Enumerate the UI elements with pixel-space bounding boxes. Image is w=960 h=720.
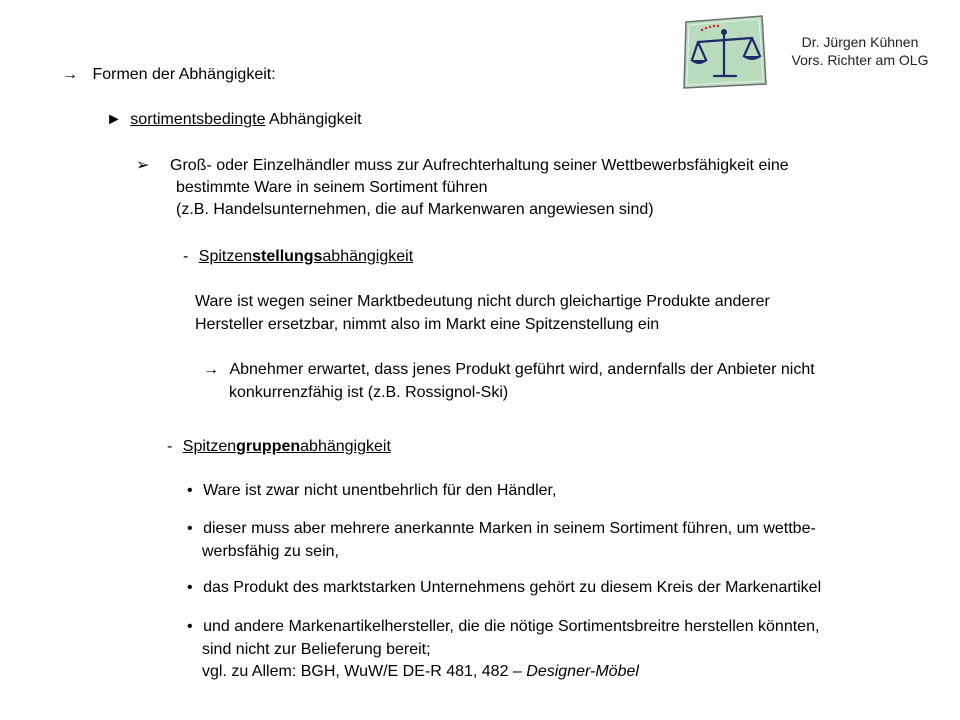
arrowhead-bullet-icon: ➢ bbox=[136, 157, 150, 174]
point-line-3: (z.B. Handelsunternehmen, die auf Markenwaren angewiesen sind) bbox=[176, 201, 654, 218]
author-name: Dr. Jürgen Kühnen bbox=[801, 34, 919, 50]
heading-text: Formen der Abhängigkeit: bbox=[92, 66, 276, 83]
arrow-icon: → bbox=[203, 361, 219, 378]
spitzenstellung-desc-1: Ware ist wegen seiner Marktbedeutung nicht durch gleichartige Produkte anderer bbox=[195, 293, 770, 310]
bullet-icon: • bbox=[187, 482, 193, 499]
heading-arrow-icon: → bbox=[62, 66, 78, 83]
list-item-4-cont: sind nicht zur Belieferung bereit; bbox=[202, 641, 431, 658]
dash-marker: - bbox=[167, 438, 173, 455]
bullet-icon: • bbox=[187, 520, 193, 537]
spitzenstellung-desc-2: Hersteller ersetzbar, nimmt also im Markt eine Spitzenstellung ein bbox=[195, 316, 660, 333]
term-pre: Spitzen bbox=[198, 248, 253, 265]
reference-text: vgl. zu Allem: BGH, WuW/E DE-R 481, 482 – bbox=[202, 663, 527, 680]
point-line-2: bestimmte Ware in seinem Sortiment führen bbox=[176, 179, 488, 196]
spitzenstellung-conseq-1: → Abnehmer erwartet, dass jenes Produkt geführt wird, andernfalls der Anbieter nicht bbox=[203, 361, 815, 378]
list-item-4: • und andere Markenartikelhersteller, die die nötige Sortimentsbreitre herstellen könnten, bbox=[187, 618, 820, 635]
term-post: abhängigkeit bbox=[300, 438, 391, 455]
scales-of-justice-icon bbox=[676, 10, 772, 94]
reference-case: Designer-Möbel bbox=[526, 663, 639, 680]
author-block bbox=[770, 33, 950, 69]
logo bbox=[676, 10, 772, 94]
author-title: Vors. Richter am OLG bbox=[791, 52, 929, 68]
subheading-underlined: sortimentsbedingte bbox=[130, 111, 266, 128]
point-line-1: Groß- oder Einzelhändler muss zur Aufrechterhaltung seiner Wettbewerbsfähigkeit eine bbox=[170, 157, 789, 174]
point-marker bbox=[136, 156, 149, 176]
list-item-2: • dieser muss aber mehrere anerkannte Marken in seinem Sortiment führen, um wettbe- bbox=[187, 520, 816, 537]
list-item-2-cont: werbsfähig zu sein, bbox=[202, 543, 339, 560]
triangle-bullet-icon: ► bbox=[106, 111, 122, 128]
spitzenstellung-heading bbox=[183, 247, 413, 267]
list-item-3: • das Produkt des marktstarken Unternehmens gehört zu diesem Kreis der Markenartikel bbox=[187, 579, 822, 596]
subheading-rest: Abhängigkeit bbox=[265, 111, 362, 128]
term-pre: Spitzen bbox=[182, 438, 237, 455]
term-bold: stellungs bbox=[252, 248, 323, 265]
term-bold: gruppen bbox=[236, 438, 301, 455]
spitzenstellung-conseq-2: konkurrenzfähig ist (z.B. Rossignol-Ski) bbox=[229, 384, 509, 401]
bullet-icon: • bbox=[187, 618, 193, 635]
bullet-icon: • bbox=[187, 579, 193, 596]
term-post: abhängigkeit bbox=[322, 248, 414, 265]
spitzengruppe-heading bbox=[167, 437, 391, 457]
list-item-1: • Ware ist zwar nicht unentbehrlich für den Händler, bbox=[187, 482, 557, 499]
dash-marker: - bbox=[183, 248, 189, 265]
subheading bbox=[106, 110, 362, 130]
reference-line bbox=[202, 662, 639, 682]
slide-heading bbox=[62, 65, 276, 85]
